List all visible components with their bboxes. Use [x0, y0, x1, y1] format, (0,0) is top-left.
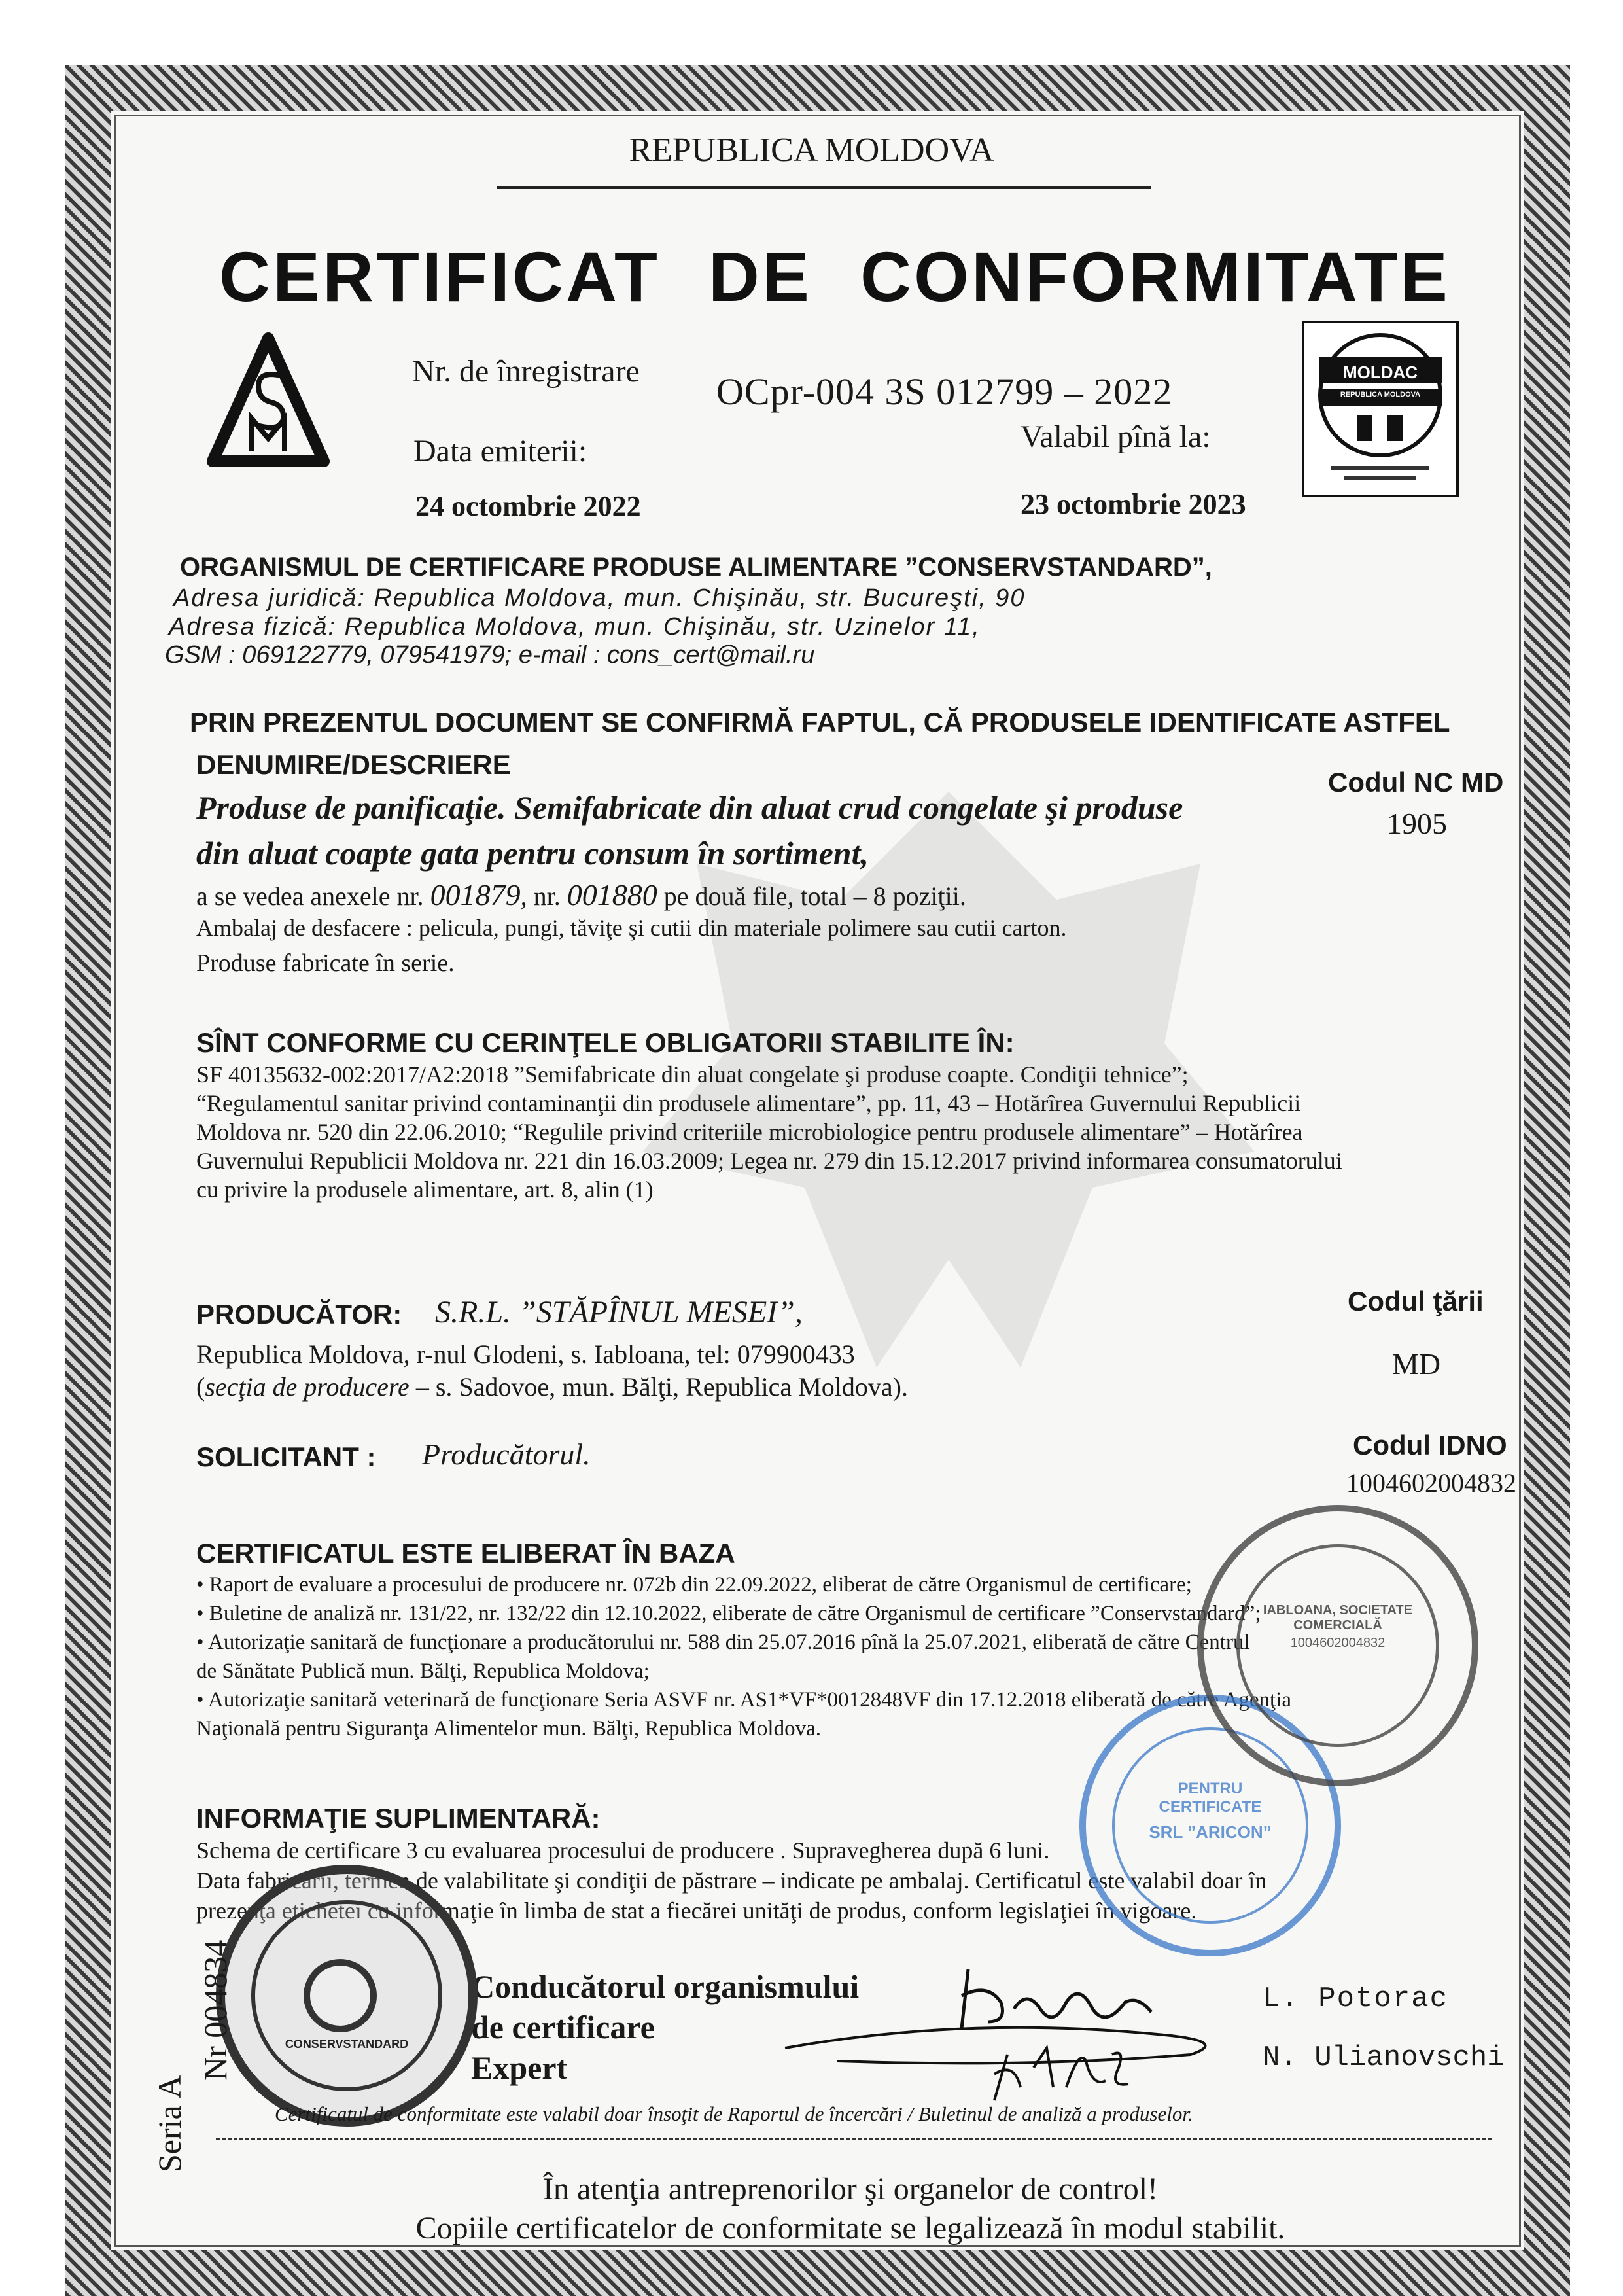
- basis-line: • Raport de evaluare a procesului de producere nr. 072b din 22.09.2022, eliberat de către Organismul de certificare;: [196, 1573, 1192, 1597]
- company-stamp-number: 1004602004832: [1290, 1636, 1386, 1650]
- certificate-title: CERTIFICAT DE CONFORMITATE: [219, 237, 1450, 316]
- conformity-line: cu privire la produsele alimentare, art. 8, alin (1): [196, 1176, 654, 1203]
- notice-line2: Copiile certificatelor de conformitate se legalizează în modul stabilit.: [415, 2211, 1285, 2246]
- sm-standard-logo-icon: [206, 330, 330, 474]
- head-of-body-name: L. Potorac: [1263, 1983, 1449, 2015]
- basis-line: • Autorizaţie sanitară de funcţionare a producătorului nr. 588 din 25.07.2016 pînă la 25.07.2021, eliberată de către Centrul: [196, 1631, 1250, 1654]
- basis-line: • Autorizaţie sanitară veterinară de funcţionare Seria ASVF nr. AS1*VF*0012848VF din 17.12.2018 eliberată de către Agenţia: [196, 1688, 1291, 1712]
- annex-line: [196, 878, 966, 911]
- certification-body-round-stamp: [216, 1865, 478, 2127]
- series-label: Seria A: [151, 2075, 188, 2172]
- organism-name: ORGANISMUL DE CERTIFICARE PRODUSE ALIMENTARE ”CONSERVSTANDARD”,: [180, 553, 1212, 582]
- producer-company-round-stamp: [1197, 1505, 1478, 1786]
- company-stamp-text: IABLOANA, SOCIETATE COMERCIALĂ: [1263, 1603, 1413, 1633]
- idno-value: 1004602004832: [1346, 1468, 1516, 1498]
- country-code-label: Codul ţării: [1348, 1286, 1484, 1316]
- additional-info-heading: INFORMAŢIE SUPLIMENTARĂ:: [196, 1803, 601, 1833]
- applicant-label: SOLICITANT :: [196, 1441, 376, 1472]
- conformity-heading: SÎNT CONFORME CU CERINŢELE OBLIGATORII STABILITE ÎN:: [196, 1027, 1015, 1058]
- annex-mid: , nr.: [520, 881, 561, 911]
- conformity-line: “Regulamentul sanitar privind contaminanţii din produsele alimentare”, pp. 11, 43 – Hotărîrea Guvernului Republicii: [196, 1090, 1301, 1116]
- additional-info-line: Data fabricării, termen de valabilitate şi condiţii de păstrare – indicate pe ambalaj. Certificatul este valabil doar în: [196, 1867, 1267, 1894]
- annex-number-2: 001880: [567, 878, 657, 911]
- certificate-serial-number: Nr 004834: [197, 1939, 234, 2081]
- basis-list: [196, 1570, 1291, 1743]
- round-stamp-text: CONSERVSTANDARD: [285, 2038, 409, 2051]
- production-section-address: – s. Sadovoe, mun. Bălţi, Republica Moldova).: [409, 1372, 908, 1402]
- validity-note: Certificatul de conformitate este valabil doar însoţit de Raportul de încercări / Buletinul de analiză a produselor.: [275, 2102, 1193, 2125]
- registration-number: OCpr-004 3S 012799 – 2022: [716, 370, 1173, 413]
- packaging-text: Ambalaj de desfacere : pelicula, pungi, tăviţe şi cutii din materiale polimere sau cutii carton.: [196, 915, 1067, 941]
- basis-heading: CERTIFICATUL ESTE ELIBERAT ÎN BAZA: [196, 1538, 735, 1568]
- name-description-label: DENUMIRE/DESCRIERE: [196, 749, 511, 780]
- basis-line: • Buletine de analiză nr. 131/22, nr. 132/22 din 12.10.2022, eliberate de către Organismul de certificare ”Conservstandard”;: [196, 1602, 1261, 1625]
- signatures-scribble-icon: [772, 1956, 1269, 2113]
- moldac-logo-text: MOLDAC: [1342, 362, 1418, 382]
- idno-label: Codul IDNO: [1353, 1430, 1507, 1460]
- additional-info-line: prezenţa etichetei cu informaţie în limba de stat a fiecărei unităţi de produs, conform legislaţiei în vigoare.: [196, 1898, 1197, 1924]
- notice-line1: În atenţia antreprenorilor şi organelor de control!: [542, 2172, 1159, 2206]
- basis-line: Naţională pentru Siguranţa Alimentelor mun. Bălţi, Republica Moldova.: [196, 1717, 821, 1740]
- basis-line: de Sănătate Publică mun. Bălţi, Republica Moldova;: [196, 1659, 650, 1683]
- annex-suffix: pe două file, total – 8 poziţii.: [663, 881, 966, 911]
- nc-code-label: Codul NC MD: [1328, 767, 1504, 798]
- annex-prefix: a se vedea anexele nr.: [196, 881, 424, 911]
- applicant-value: Producătorul.: [422, 1438, 591, 1471]
- production-section: (secţia de producere – s. Sadovoe, mun. Bălţi, Republica Moldova).: [196, 1372, 908, 1402]
- organism-contacts: GSM : 069122779, 079541979; e-mail : cons_cert@mail.ru: [165, 641, 815, 669]
- issue-date-label: Data emiterii:: [413, 434, 587, 468]
- header-rule: [497, 186, 1151, 189]
- issue-date: 24 octombrie 2022: [415, 490, 641, 522]
- production-section-label: secţia de producere: [205, 1372, 410, 1402]
- conformity-line: Guvernului Republicii Moldova nr. 221 din 16.03.2009; Legea nr. 279 din 15.12.2017 privind informarea consumatorului: [196, 1148, 1342, 1174]
- product-name-line1: Produse de panificaţie. Semifabricate din aluat crud congelate şi produse: [196, 789, 1183, 826]
- serial-production-text: Produse fabricate în serie.: [196, 949, 455, 977]
- blue-stamp-company: SRL ”ARICON”: [1149, 1822, 1272, 1842]
- valid-until-date: 23 octombrie 2023: [1021, 488, 1246, 520]
- organism-legal-address: Adresa juridică: Republica Moldova, mun. Chişinău, str. Bucureşti, 90: [173, 584, 1026, 612]
- producer-address: Republica Moldova, r-nul Glodeni, s. Iabloana, tel: 079900433: [196, 1339, 855, 1369]
- head-of-body-line1: Conducătorul organismului: [471, 1968, 860, 2005]
- blue-stamp-text: PENTRU CERTIFICATE: [1159, 1780, 1262, 1816]
- nc-code-value: 1905: [1387, 807, 1447, 840]
- annex-number-1: 001879: [430, 878, 521, 911]
- confirm-heading: PRIN PREZENTUL DOCUMENT SE CONFIRMĂ FAPTUL, CĂ PRODUSELE IDENTIFICATE ASTFEL: [190, 707, 1450, 737]
- moldac-logo-subtext: REPUBLICA MOLDOVA: [1340, 391, 1421, 398]
- moldac-emblem-icon: [1304, 323, 1456, 495]
- moldac-accreditation-logo: [1302, 321, 1459, 497]
- head-of-body-line2: de certificare: [471, 2009, 655, 2045]
- product-name-line2: din aluat coapte gata pentru consum în sortiment,: [196, 835, 869, 872]
- conformity-list: [196, 1060, 1342, 1204]
- registration-label: Nr. de înregistrare: [412, 354, 640, 389]
- additional-info-line: Schema de certificare 3 cu evaluarea procesului de producere . Supravegherea după 6 luni.: [196, 1837, 1050, 1863]
- organism-physical-address: Adresa fizică: Republica Moldova, mun. Chişinău, str. Uzinelor 11,: [169, 613, 981, 641]
- conformity-line: Moldova nr. 520 din 22.06.2010; “Regulile privind criteriile microbiologice pentru produsele alimentare” – Hotărîrea: [196, 1119, 1303, 1145]
- stamp-center-apple-icon: [304, 1959, 377, 2032]
- country-heading: REPUBLICA MOLDOVA: [629, 132, 994, 169]
- country-code-value: MD: [1392, 1347, 1441, 1381]
- expert-label: Expert: [471, 2049, 568, 2086]
- conformity-line: SF 40135632-002:2017/A2:2018 ”Semifabricate din aluat congelate şi produse coapte. Condiţii tehnice”;: [196, 1061, 1189, 1087]
- footer-divider: [216, 2138, 1492, 2140]
- producer-label: PRODUCĂTOR:: [196, 1299, 402, 1330]
- expert-name: N. Ulianovschi: [1263, 2041, 1505, 2074]
- producer-name: S.R.L. ”STĂPÎNUL MESEI”,: [435, 1295, 803, 1330]
- valid-until-label: Valabil pînă la:: [1021, 419, 1211, 454]
